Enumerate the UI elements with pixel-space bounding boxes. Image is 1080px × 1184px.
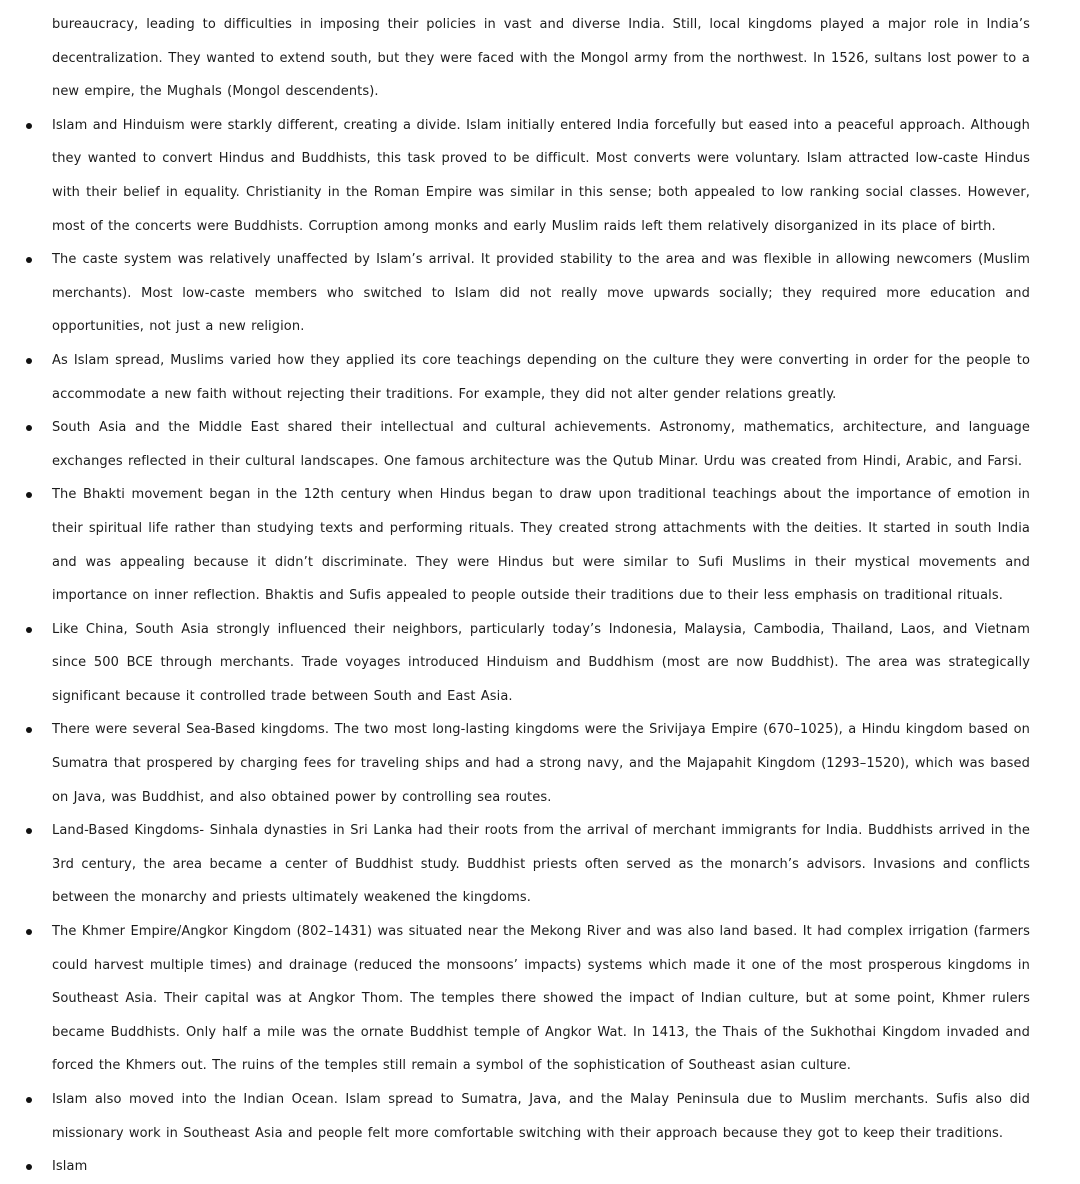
bullet-item-indian-ocean <box>52 1083 1030 1150</box>
bullet-text: The Khmer Empire/Angkor Kingdom (802–1431) was situated near the Mekong River and was also land based. It had complex irrigation (farmers could harvest multiple times) and drainage (reduced the monsoons’ impacts) systems which made it one of the most prosperous kingdoms in Southeast Asia. Their capital was at Angkor Thom. The temples there showed the impact of Indian culture, but at some point, Khmer rulers became Buddhists. Only half a mile was the ornate Buddhist temple of Angkor Wat. In 1413, the Thais of the Sukhothai Kingdom invaded and forced the Khmers out. The ruins of the temples still remain a symbol of the sophistication of Southeast asian culture. <box>52 924 1030 1074</box>
bullet-item-bhakti-movement <box>52 478 1030 612</box>
bullet-dot-icon <box>26 1097 32 1103</box>
bullet-dot-icon <box>26 257 32 263</box>
bullet-text: South Asia and the Middle East shared their intellectual and cultural achievements. Astronomy, mathematics, architecture, and language exchanges reflected in their cultural landscapes. One famous architecture was the Qutub Minar. Urdu was created from Hindi, Arabic, and Farsi. <box>52 420 1030 469</box>
bullet-dot-icon <box>26 929 32 935</box>
bullet-text: Islam and Hinduism were starkly different, creating a divide. Islam initially entered India forcefully but eased into a peaceful approach. Although they wanted to convert Hindus and Buddhists, this task proved to be difficult. Most converts were voluntary. Islam attracted low-caste Hindus with their belief in equality. Christianity in the Roman Empire was similar in this sense; both appealed to low ranking social classes. However, most of the concerts were Buddhists. Corruption among monks and early Muslim raids left them relatively disorganized in its place of birth. <box>52 117 1030 234</box>
bullet-list <box>52 109 1030 1184</box>
bullet-dot-icon <box>26 627 32 633</box>
bullet-dot-icon <box>26 727 32 733</box>
bullet-item-south-asia-middle-east <box>52 411 1030 478</box>
bullet-dot-icon <box>26 492 32 498</box>
bullet-dot-icon <box>26 828 32 834</box>
bullet-text: There were several Sea-Based kingdoms. The two most long-lasting kingdoms were the Srivijaya Empire (670–1025), a Hindu kingdom based on Sumatra that prospered by charging fees for traveling ships and had a strong navy, and the Majapahit Kingdom (1293–1520), which was based on Java, was Buddhist, and also obtained power by controlling sea routes. <box>52 722 1030 805</box>
bullet-item-sea-based-kingdoms <box>52 713 1030 814</box>
bullet-text: As Islam spread, Muslims varied how they applied its core teachings depending on the culture they were converting in order for the people to accommodate a new faith without rejecting their traditions. For example, they did not alter gender relations greatly. <box>52 352 1030 402</box>
bullet-item-khmer-empire <box>52 915 1030 1083</box>
bullet-item-south-asia-neighbors <box>52 613 1030 714</box>
bullet-text-clipped: Islam <box>52 1159 88 1175</box>
bullet-text: Land-Based Kingdoms- Sinhala dynasties in Sri Lanka had their roots from the arrival of merchant immigrants for India. Buddhists arrived in the 3rd century, the area became a center of Buddhist study. Buddhist priests often served as the monarch’s advisors. Invasions and conflicts between the monarchy and priests ultimately weakened the kingdoms. <box>52 823 1030 906</box>
bullet-item-land-based-kingdoms <box>52 814 1030 915</box>
bullet-dot-icon <box>26 1164 32 1170</box>
bullet-text: Islam also moved into the Indian Ocean. Islam spread to Sumatra, Java, and the Malay Peninsula due to Muslim merchants. Sufis also did missionary work in Southeast Asia and people felt more comfortable switching with their approach because they got to keep their traditions. <box>52 1092 1030 1141</box>
bullet-item-caste-system <box>52 243 1030 344</box>
bullet-item-clipped-line <box>52 1150 1030 1184</box>
bullet-text: The Bhakti movement began in the 12th century when Hindus began to draw upon traditional teachings about the importance of emotion in their spiritual life rather than studying texts and performing rituals. They created strong attachments with the deities. It started in south India and was appealing because it didn’t discriminate. They were Hindus but were similar to Sufi Muslims in their mystical movements and importance on inner reflection. Bhaktis and Sufis appealed to people outside their traditions due to their less emphasis on traditional rituals. <box>52 487 1030 604</box>
bullet-dot-icon <box>26 358 32 364</box>
bullet-item-islam-hinduism <box>52 109 1030 243</box>
bullet-text: Like China, South Asia strongly influenced their neighbors, particularly today’s Indonesia, Malaysia, Cambodia, Thailand, Laos, and Vietnam since 500 BCE through merchants. Trade voyages introduced Hinduism and Buddhism (most are now Buddhist). The area was strategically significant because it controlled trade between South and East Asia. <box>52 621 1030 704</box>
bullet-dot-icon <box>26 123 32 129</box>
bullet-dot-icon <box>26 425 32 431</box>
bullet-text: The caste system was relatively unaffected by Islam’s arrival. It provided stability to the area and was flexible in allowing newcomers (Muslim merchants). Most low-caste members who switched to Islam did not really move upwards socially; they required more education and opportunities, not just a new religion. <box>52 252 1030 335</box>
intro-paragraph: bureaucracy, leading to difficulties in imposing their policies in vast and diverse India. Still, local kingdoms played a major role in India’s decentralization. They wanted to extend south, but they were faced with the Mongol army from the northwest. In 1526, sultans lost power to a new empire, the Mughals (Mongol descendents). <box>52 17 1030 100</box>
bullet-item-islam-spread <box>52 344 1030 411</box>
